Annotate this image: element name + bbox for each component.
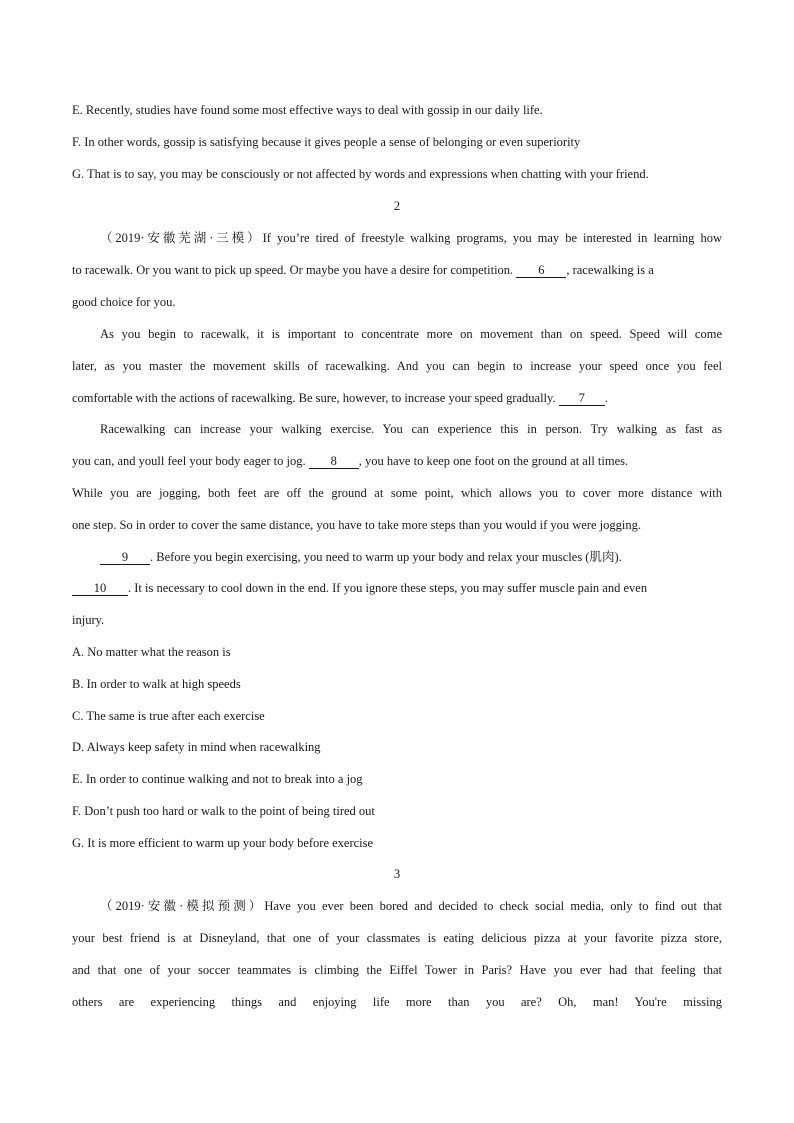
section-number: 3: [393, 867, 401, 881]
section-number: 2: [393, 199, 401, 213]
passage-paragraph-line: 9 . Before you begin exercising, you need to warm up your body and relax your muscles (肌肉).: [100, 549, 722, 565]
option-c: C. The same is true after each exercise: [72, 709, 265, 723]
blank-6[interactable]: 6: [516, 264, 566, 278]
passage-paragraph-line: one step. So in order to cover the same distance, you have to take more steps than you would if you were jogging.: [72, 518, 641, 532]
passage-paragraph-line: later, as you master the movement skills of racewalking. And you can begin to increase your speed once you feel: [72, 359, 722, 373]
blank-10[interactable]: 10: [72, 582, 128, 596]
passage-paragraph-line: （2019·安徽·模拟预测）Have you ever been bored and decided to check social media, only to find out that: [100, 899, 722, 913]
option-d: D. Always keep safety in mind when racewalking: [72, 740, 321, 754]
passage-paragraph-line: （2019·安徽芜湖·三模）If you’re tired of freestyle walking programs, you may be interested in learning how: [100, 231, 722, 245]
option-b: B. In order to walk at high speeds: [72, 677, 241, 691]
passage-paragraph-line: and that one of your soccer teammates is climbing the Eiffel Tower in Paris? Have you ever had that feeling that: [72, 963, 722, 977]
passage-paragraph-line: 10 . It is necessary to cool down in the end. If you ignore these steps, you may suffer muscle pain and even: [72, 580, 722, 596]
passage-paragraph-line: As you begin to racewalk, it is important to concentrate more on movement than on speed. Speed will come: [100, 327, 722, 341]
option-f: F. In other words, gossip is satisfying because it gives people a sense of belonging or even superiority: [72, 135, 581, 149]
option-g: G. That is to say, you may be consciously or not affected by words and expressions when chatting with your friend.: [72, 167, 649, 181]
source-label: （2019·安徽·模拟预测）: [100, 899, 265, 913]
passage-paragraph-line: to racewalk. Or you want to pick up speed. Or maybe you have a desire for competition. 6 , racewalking is a: [72, 263, 654, 277]
passage-paragraph-line: injury.: [72, 613, 105, 627]
passage-paragraph-line: While you are jogging, both feet are off the ground at some point, which allows you to cover more distance with: [72, 486, 722, 500]
blank-8[interactable]: 8: [309, 455, 359, 469]
blank-7[interactable]: 7: [559, 392, 605, 406]
passage-paragraph-line: your best friend is at Disneyland, that one of your classmates is eating delicious pizza at your favorite pizza store,: [72, 931, 722, 945]
passage-paragraph-line: Racewalking can increase your walking exercise. You can experience this in person. Try walking as fast as: [100, 422, 722, 436]
passage-paragraph-line: you can, and youll feel your body eager to jog. 8 , you have to keep one foot on the ground at all times.: [72, 454, 629, 468]
blank-9[interactable]: 9: [100, 551, 150, 565]
passage-paragraph-line: others are experiencing things and enjoying life more than you are? Oh, man! You're missing: [72, 995, 722, 1009]
passage-paragraph-line: good choice for you.: [72, 295, 176, 309]
option-e: E. Recently, studies have found some most effective ways to deal with gossip in our daily life.: [72, 103, 543, 117]
source-label: （2019·安徽芜湖·三模）: [100, 231, 263, 245]
option-g: G. It is more efficient to warm up your body before exercise: [72, 836, 374, 850]
option-f: F. Don’t push too hard or walk to the point of being tired out: [72, 804, 375, 818]
passage-paragraph-line: comfortable with the actions of racewalking. Be sure, however, to increase your speed gradually. 7 .: [72, 391, 608, 405]
option-a: A. No matter what the reason is: [72, 645, 231, 659]
option-e: E. In order to continue walking and not to break into a jog: [72, 772, 363, 786]
